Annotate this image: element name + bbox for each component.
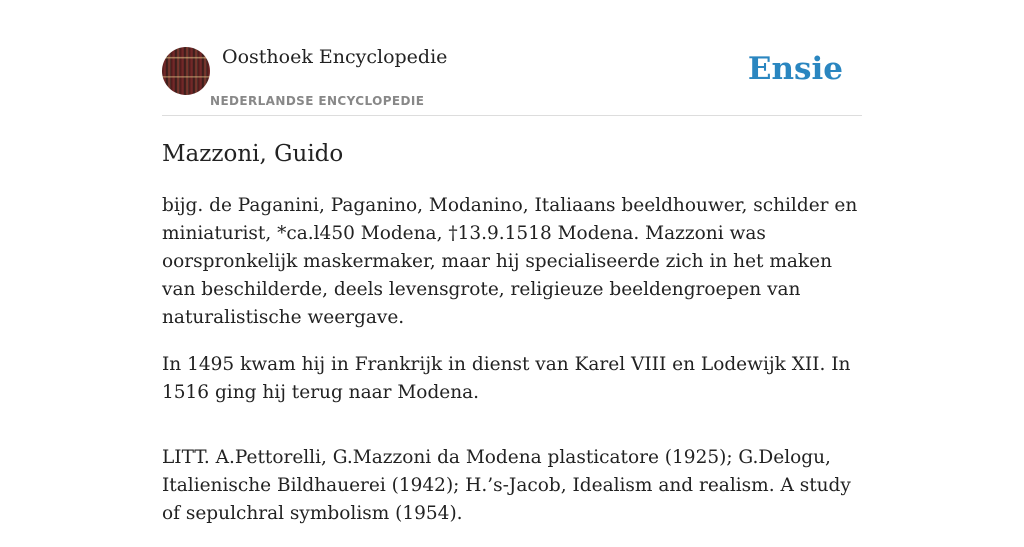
site-title[interactable]: Oosthoek Encyclopedie xyxy=(222,46,448,68)
article-paragraph-intro: bijg. de Paganini, Paganino, Modanino, Italiaans beeldhouwer, schilder en miniaturist, *ca.l450 Modena, †13.9.1518 Modena. Mazzoni was oorspronkelijk maskermaker, maar hij specialiseerde zich in het maken van beschilderde, deels levensgrote, religieuze beeldengroepen van naturalistische weergave. xyxy=(162,195,858,328)
site-subtitle: NEDERLANDSE ENCYCLOPEDIE xyxy=(210,94,425,108)
article-literature: LITT. A.Pettorelli, G.Mazzoni da Modena plasticatore (1925); G.Delogu, Italienische Bildhauerei (1942); H.’s-Jacob, Idealism and realism. A study of sepulchral symbolism (1954). xyxy=(162,447,851,524)
site-header xyxy=(162,0,862,116)
encyclopedia-books-avatar[interactable] xyxy=(162,47,210,95)
article-body xyxy=(162,192,862,547)
article-title: Mazzoni, Guido xyxy=(162,141,344,167)
ensie-logo[interactable]: Ensie xyxy=(747,51,843,87)
article-paragraph-career: In 1495 kwam hij in Frankrijk in dienst van Karel VIII en Lodewijk XII. In 1516 ging hij terug naar Modena. xyxy=(162,354,851,403)
page xyxy=(162,0,862,524)
